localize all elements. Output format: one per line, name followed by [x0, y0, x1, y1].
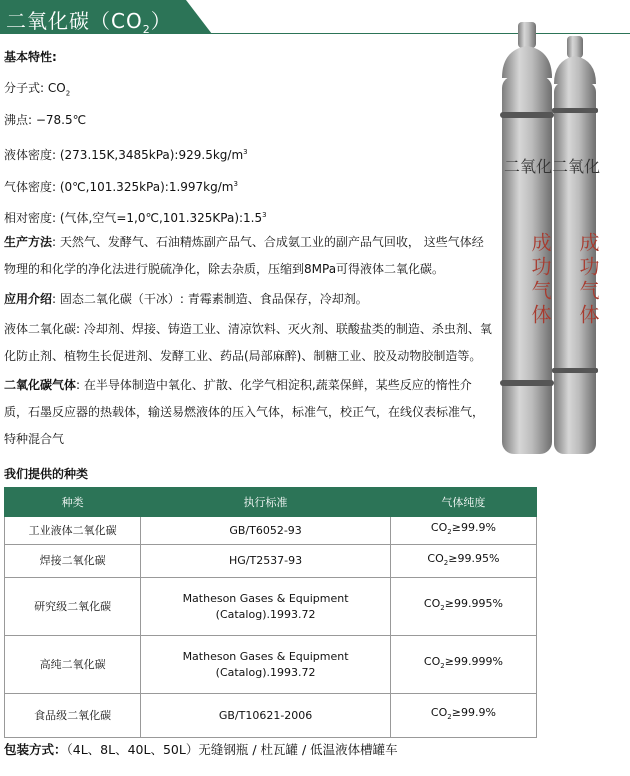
cylinder-brand: 成功气体: [528, 232, 552, 328]
type-cell: 工业液体二氧化碳: [5, 517, 141, 545]
basic-heading: 基本特性:: [4, 50, 57, 64]
standard-cell: Matheson Gases & Equipment (Catalog).1993.72: [141, 636, 391, 694]
page-title: 二氧化碳$(CO_2)$: [6, 9, 172, 36]
product-types-table: [4, 487, 537, 738]
cylinder-label-top: 二氧化: [503, 157, 553, 176]
gas-co2-uses: 二氧化碳气体: 在半导体制造中氧化、扩散、化学气相淀积,蔬菜保鲜，某些反应的惰性介质，石墨反应器的热载体，输送易燃液体的压入气体，标准气，校正气，在线仪表标准气，特种混合气: [4, 378, 485, 446]
purity-cell: $CO_2\ge 99.95\%$: [390, 545, 536, 578]
standard-cell: GB/T10621-2006: [141, 694, 391, 738]
cylinder-label-top-back: 二氧化: [551, 157, 601, 176]
gas-cylinders-illustration: [488, 22, 630, 462]
standard-cell: GB/T6052-93: [141, 517, 391, 545]
relative-density: 相对密度: (气体,空气$=1,0℃,101.325KPa):1.5^3$: [4, 211, 267, 225]
table-row: [5, 694, 537, 738]
boiling-point: 沸点: −78.5℃: [4, 113, 87, 127]
liquid-co2-uses: 液体二氧化碳: 冷却剂、焊接、铸造工业、清凉饮料、灭火剂、联酸盐类的制造、杀虫剂、氧化防止剂、植物生长促进剂、发酵工业、药品(局部麻醉)、制糖工业、胶及动物胶制造等。: [4, 322, 492, 363]
header-type: 种类: [5, 488, 141, 517]
application-intro: 应用介绍: 固态二氧化碳（干冰）: 青霉素制造、食品保存，冷却剂。: [4, 292, 368, 306]
type-cell: 研究级二氧化碳: [5, 578, 141, 636]
purity-cell: $CO_2\ge 99.9\%$: [390, 694, 536, 738]
type-cell: 食品级二氧化碳: [5, 694, 141, 738]
table-row: [5, 545, 537, 578]
table-row: [5, 636, 537, 694]
purity-cell: $CO_2\ge 99.995\%$: [390, 578, 536, 636]
header-purity: 气体纯度: [390, 488, 536, 517]
molecular-formula: 分子式: $CO_2$: [4, 81, 71, 98]
table-header-row: [5, 488, 537, 517]
table-row: [5, 517, 537, 545]
table-row: [5, 578, 537, 636]
type-cell: 高纯二氧化碳: [5, 636, 141, 694]
cylinder-brand-back: 成功气体: [576, 232, 600, 328]
packaging-info: 包装方式：（4L、8L、40L、50L）无缝钢瓶 / 杜瓦罐 / 低温液体槽罐车: [4, 742, 398, 757]
gas-density: 气体密度: $(0℃,101.325kPa):1.997kg/m^3$: [4, 180, 238, 194]
purity-cell: $CO_2\ge 99.9\%$: [390, 517, 536, 545]
production-method: 生产方法: 天然气、发酵气、石油精炼副产品气、合成氨工业的副产品气回收， 这些气体经物理的和化学的净化法进行脱硫净化，除去杂质，压缩到8MPa可得液体二氧化碳。: [4, 235, 484, 276]
standard-cell: Matheson Gases & Equipment (Catalog).1993.72: [141, 578, 391, 636]
standard-cell: HG/T2537-93: [141, 545, 391, 578]
types-heading: 我们提供的种类: [4, 467, 89, 481]
type-cell: 焊接二氧化碳: [5, 545, 141, 578]
liquid-density: 液体密度: $(273.15K,3485kPa):929.5kg/m^3$: [4, 148, 248, 162]
header-standard: 执行标准: [141, 488, 391, 517]
purity-cell: $CO_2\ge 99.999\%$: [390, 636, 536, 694]
